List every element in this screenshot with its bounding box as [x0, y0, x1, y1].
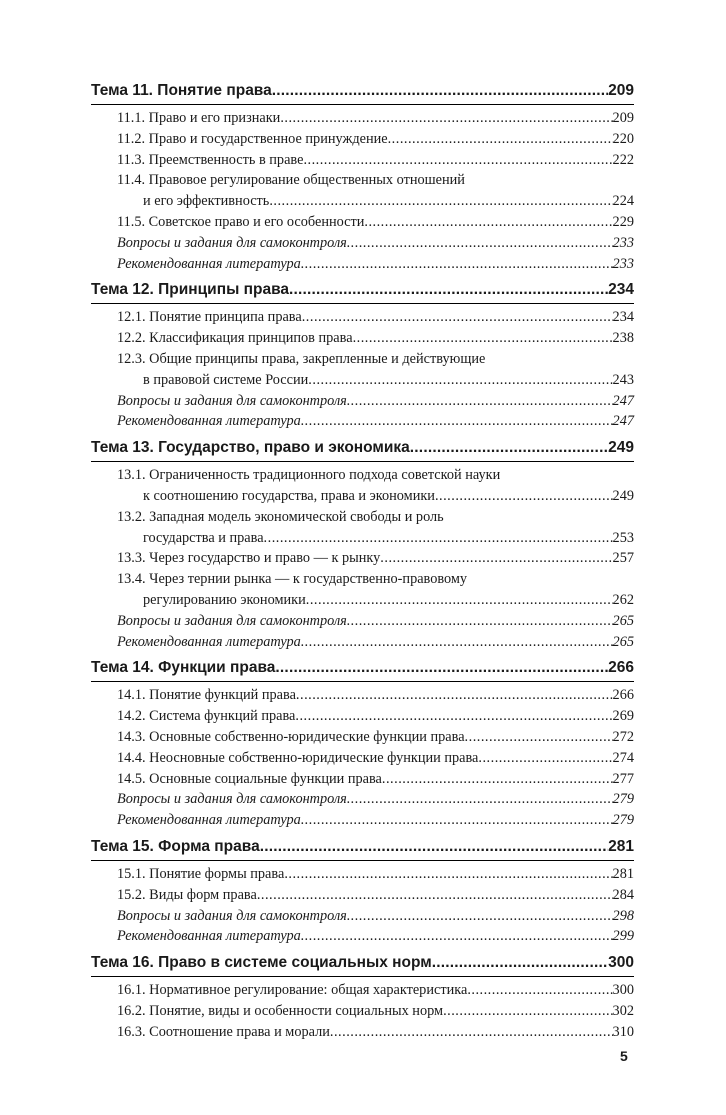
dot-leader — [269, 191, 612, 212]
dot-leader — [301, 254, 613, 275]
topic-page: 209 — [608, 82, 634, 99]
toc-entry — [91, 748, 634, 769]
entry-title: в правовой системе России — [143, 371, 309, 388]
entry-title: Рекомендованная литература — [117, 928, 301, 945]
dot-leader — [272, 78, 608, 104]
entry-title: Вопросы и задания для самоконтроля — [117, 907, 347, 924]
entry-page: 224 — [612, 193, 634, 210]
toc-entry — [91, 789, 634, 810]
entry-title: Рекомендованная литература — [117, 255, 301, 272]
toc-entry — [91, 727, 634, 748]
dot-leader — [284, 864, 612, 885]
topic-page: 249 — [608, 439, 634, 457]
entry-title: 11.5. Советское право и его особенности — [117, 213, 365, 230]
toc-entry — [91, 370, 634, 391]
toc-entry — [91, 548, 634, 569]
dot-leader — [465, 727, 613, 748]
entry-title: 11.1. Право и его признаки — [117, 110, 281, 126]
entry-page: 302 — [612, 1002, 634, 1019]
entry-page: 265 — [612, 612, 634, 629]
entry-page: 229 — [612, 213, 634, 230]
entry-title: 16.3. Соотношение права и морали — [117, 1023, 330, 1040]
toc-entry-line: 13.4. Через тернии рынка — к государственно-правовому — [117, 571, 468, 588]
toc-entry — [91, 233, 634, 254]
toc-entry — [91, 885, 634, 906]
dot-leader — [380, 548, 612, 569]
topic-heading — [91, 78, 634, 105]
toc-entry — [91, 1001, 634, 1022]
entry-title: Рекомендованная литература — [117, 413, 301, 430]
entry-title: 13.3. Через государство и право — к рынку — [117, 550, 381, 567]
entry-title: Рекомендованная литература — [117, 812, 301, 829]
entry-title: Вопросы и задания для самоконтроля — [117, 612, 347, 629]
entry-title: к соотношению государства, права и экономики — [143, 487, 435, 504]
entry-title: 14.2. Система функций права — [117, 708, 296, 725]
toc-entry — [91, 685, 634, 706]
entry-page: 238 — [612, 330, 634, 347]
topic-page: 234 — [608, 281, 634, 299]
toc-entry — [91, 307, 634, 328]
entry-title: 14.3. Основные собственно-юридические функции права — [117, 728, 465, 745]
dot-leader — [347, 611, 613, 632]
dot-leader — [260, 834, 608, 860]
dot-leader — [301, 632, 613, 653]
toc-entry — [91, 906, 634, 927]
entry-title: 14.5. Основные социальные функции права — [117, 770, 382, 787]
toc-entry — [91, 769, 634, 790]
dot-leader — [410, 435, 608, 461]
dot-leader — [301, 810, 613, 831]
toc-entry — [91, 810, 634, 831]
toc-entry — [91, 706, 634, 727]
entry-title: 14.1. Понятие функций права — [117, 687, 296, 704]
entry-title: и его эффективность — [143, 193, 270, 210]
entry-title: 16.2. Понятие, виды и особенности социальных норм — [117, 1002, 444, 1019]
dot-leader — [364, 212, 612, 233]
toc-section — [91, 277, 634, 432]
topic-title: Тема 12. Принципы права — [91, 281, 290, 299]
toc-section — [91, 655, 634, 831]
toc-section — [91, 435, 634, 652]
entry-page: 234 — [612, 309, 634, 326]
toc-section — [91, 834, 634, 947]
entry-page: 247 — [612, 413, 634, 430]
dot-leader — [303, 150, 612, 171]
dot-leader — [432, 950, 608, 976]
dot-leader — [467, 980, 612, 1001]
topic-heading — [91, 834, 634, 861]
dot-leader — [347, 233, 613, 254]
dot-leader — [289, 277, 608, 303]
topic-heading — [91, 435, 634, 462]
dot-leader — [353, 328, 613, 349]
topic-page: 266 — [608, 659, 634, 677]
toc-entry — [91, 391, 634, 412]
entry-page: 233 — [612, 255, 634, 272]
toc-entry — [91, 108, 634, 129]
dot-leader — [347, 906, 613, 927]
entry-page: 274 — [612, 749, 634, 766]
dot-leader — [301, 411, 613, 432]
dot-leader — [308, 370, 612, 391]
dot-leader — [347, 391, 613, 412]
dot-leader — [435, 486, 613, 507]
entry-title: Рекомендованная литература — [117, 633, 301, 650]
entry-page: 249 — [612, 487, 634, 504]
table-of-contents — [91, 78, 634, 1042]
entry-title: 15.1. Понятие формы права — [117, 865, 285, 882]
dot-leader — [382, 769, 613, 790]
topic-heading — [91, 277, 634, 304]
entry-page: 222 — [612, 151, 634, 168]
toc-entry-line: 13.1. Ограниченность традиционного подхода советской науки — [117, 467, 501, 484]
entry-page: 284 — [612, 886, 634, 903]
entry-page: 299 — [612, 928, 634, 945]
topic-heading — [91, 655, 634, 682]
entry-title: Вопросы и задания для самоконтроля — [117, 791, 347, 808]
topic-heading — [91, 950, 634, 977]
entry-page: 279 — [612, 791, 634, 808]
entry-page: 310 — [612, 1023, 634, 1040]
entry-title: 15.2. Виды форм права — [117, 886, 257, 903]
topic-title: Тема 13. Государство, право и экономика — [91, 439, 410, 457]
entry-title: Вопросы и задания для самоконтроля — [117, 392, 347, 409]
toc-entry — [91, 632, 634, 653]
toc-entry — [91, 611, 634, 632]
toc-entry — [91, 328, 634, 349]
dot-leader — [306, 590, 613, 611]
dot-leader — [295, 706, 612, 727]
entry-page: 300 — [612, 982, 634, 999]
toc-entry — [91, 411, 634, 432]
entry-page: 243 — [612, 371, 634, 388]
dot-leader — [257, 885, 613, 906]
toc-entry-line: 13.2. Западная модель экономической свободы и роль — [117, 508, 444, 525]
topic-title: Тема 15. Форма права — [91, 837, 260, 855]
entry-title: 16.1. Нормативное регулирование: общая характеристика — [117, 982, 468, 999]
entry-page: 247 — [612, 392, 634, 409]
dot-leader — [347, 789, 613, 810]
dot-leader — [301, 926, 613, 947]
dot-leader — [280, 108, 612, 129]
entry-title: 11.3. Преемственность в праве — [117, 151, 304, 168]
entry-page: 209 — [612, 110, 634, 126]
topic-title: Тема 14. Функции права — [91, 659, 276, 677]
toc-entry-line: 11.4. Правовое регулирование общественных отношений — [117, 172, 465, 189]
toc-section — [91, 950, 634, 1042]
toc-entry-line: 12.3. Общие принципы права, закрепленные и действующие — [117, 350, 486, 367]
toc-entry — [91, 129, 634, 150]
entry-title: 12.2. Классификация принципов права — [117, 330, 353, 347]
toc-entry — [91, 980, 634, 1001]
entry-page: 298 — [612, 907, 634, 924]
toc-entry — [91, 590, 634, 611]
topic-page: 300 — [608, 954, 634, 972]
topic-page: 281 — [608, 837, 634, 855]
entry-page: 272 — [612, 728, 634, 745]
dot-leader — [264, 528, 613, 549]
toc-entry — [91, 191, 634, 212]
entry-page: 220 — [612, 130, 634, 147]
entry-title: государства и права — [143, 529, 264, 546]
toc-entry — [91, 864, 634, 885]
entry-page: 277 — [612, 770, 634, 787]
toc-entry — [91, 926, 634, 947]
dot-leader — [478, 748, 612, 769]
toc-entry — [91, 254, 634, 275]
entry-page: 265 — [612, 633, 634, 650]
toc-entry — [91, 528, 634, 549]
entry-page: 257 — [612, 550, 634, 567]
entry-page: 269 — [612, 708, 634, 725]
dot-leader — [443, 1001, 612, 1022]
entry-page: 279 — [612, 812, 634, 829]
entry-title: регулированию экономики — [143, 591, 306, 608]
entry-page: 281 — [612, 865, 634, 882]
entry-page: 262 — [612, 591, 634, 608]
topic-title: Тема 16. Право в системе социальных норм — [91, 954, 432, 972]
toc-entry — [91, 150, 634, 171]
entry-title: 14.4. Неосновные собственно-юридические функции права — [117, 749, 479, 766]
toc-entry — [91, 486, 634, 507]
dot-leader — [388, 129, 613, 150]
entry-title: 12.1. Понятие принципа права — [117, 309, 302, 326]
dot-leader — [296, 685, 613, 706]
entry-page: 233 — [612, 234, 634, 251]
page-number: 5 — [620, 1048, 628, 1064]
entry-page: 253 — [612, 529, 634, 546]
entry-title: Вопросы и задания для самоконтроля — [117, 234, 347, 251]
toc-section — [91, 78, 634, 274]
dot-leader — [330, 1022, 613, 1043]
dot-leader — [275, 655, 608, 681]
dot-leader — [302, 307, 613, 328]
entry-title: 11.2. Право и государственное принуждение — [117, 130, 388, 147]
topic-title: Тема 11. Понятие права — [91, 82, 272, 99]
entry-page: 266 — [612, 687, 634, 704]
toc-entry — [91, 212, 634, 233]
toc-entry — [91, 1022, 634, 1043]
